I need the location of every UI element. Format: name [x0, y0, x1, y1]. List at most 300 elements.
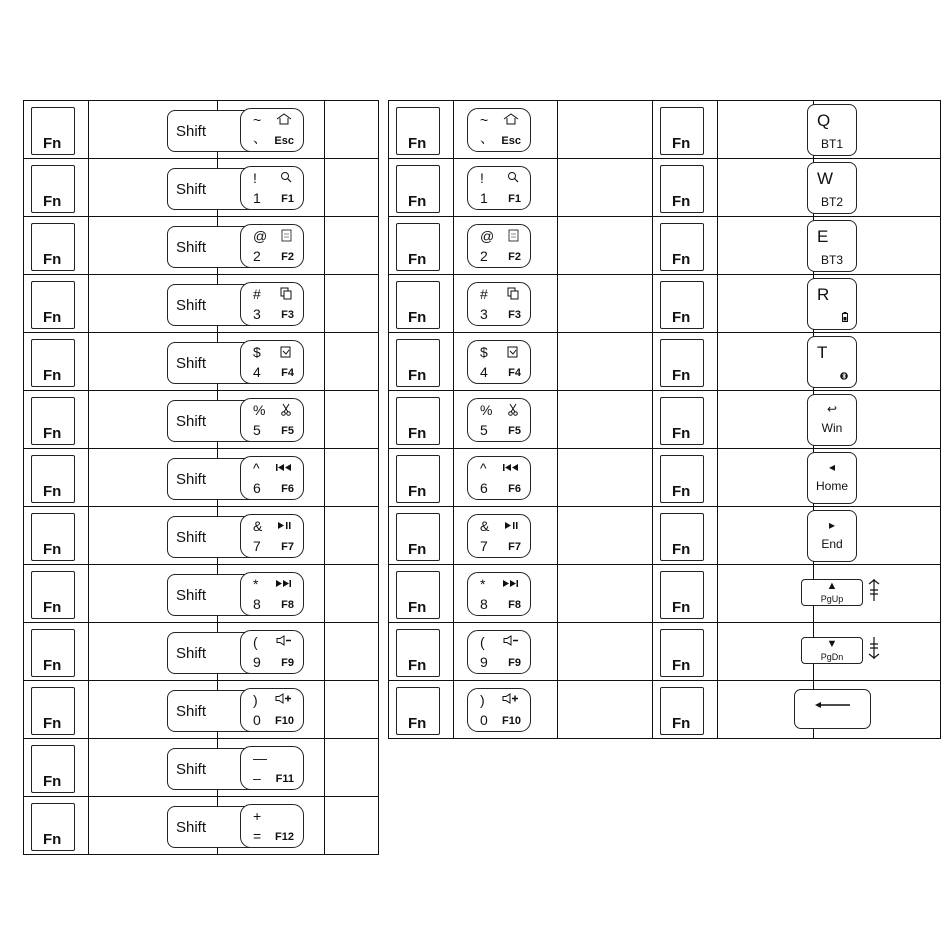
key-cell [718, 217, 844, 275]
base-character: 6 [480, 480, 488, 496]
shift-cell [89, 739, 218, 797]
fn-key [31, 455, 75, 503]
function-label: F9 [281, 657, 294, 669]
fn-key [396, 455, 440, 503]
fn-key-label: Fn [672, 309, 691, 326]
key-sub-label: BT2 [821, 195, 844, 209]
key-label: Home [815, 479, 848, 493]
table-row [24, 391, 379, 449]
base-character: – [253, 770, 261, 786]
table-row [389, 681, 653, 739]
result-cell [325, 565, 379, 623]
table-row [24, 217, 379, 275]
result-cell [558, 449, 653, 507]
key-cell [454, 159, 558, 217]
table-row [653, 333, 941, 391]
fn-key-label: Fn [672, 541, 691, 558]
shifted-symbol: ) [480, 692, 485, 708]
table-row [24, 797, 379, 855]
play-pause-icon [504, 519, 519, 533]
shifted-symbol: ^ [480, 460, 487, 476]
arrow-icon: ↩ [826, 402, 838, 416]
volume-down-icon [276, 635, 292, 649]
key-cell [454, 275, 558, 333]
shift-key-label: Shift [176, 703, 207, 720]
shifted-symbol: ^ [253, 460, 260, 476]
table-row [24, 275, 379, 333]
fn-key [396, 571, 440, 619]
fn-cell [653, 101, 718, 159]
fn-combo-table [388, 100, 653, 739]
fn-cell [24, 739, 89, 797]
fn-key-label: Fn [43, 367, 62, 384]
table-row [24, 623, 379, 681]
key-cell [718, 565, 844, 623]
fn-key [660, 107, 704, 155]
paste-icon [507, 345, 519, 361]
combo-key [467, 166, 531, 210]
fn-cell [24, 159, 89, 217]
fn-key-label: Fn [43, 541, 62, 558]
shifted-symbol: ! [480, 170, 484, 186]
shifted-symbol: # [480, 286, 488, 302]
fn-cell [389, 275, 454, 333]
shift-key-label: Shift [176, 123, 207, 140]
base-character: 9 [253, 654, 261, 670]
fn-key [31, 281, 75, 329]
shifted-symbol: ~ [480, 112, 489, 128]
combo-key [240, 166, 304, 210]
combo-key [467, 224, 531, 268]
shifted-symbol: $ [480, 344, 488, 360]
fn-key-label: Fn [408, 599, 427, 616]
table-row [389, 565, 653, 623]
shift-key-label: Shift [176, 297, 207, 314]
volume-up-icon [502, 693, 519, 707]
shifted-symbol: & [253, 518, 263, 534]
fn-key-label: Fn [408, 135, 427, 152]
fn-key-label: Fn [408, 309, 427, 326]
fn-key [396, 223, 440, 271]
result-cell [814, 333, 941, 391]
combo-key [240, 282, 304, 326]
key-letter: R [817, 285, 830, 304]
fn-key-label: Fn [408, 657, 427, 674]
volume-down-icon [503, 635, 519, 649]
fn-key-label: Fn [43, 483, 62, 500]
fn-key-label: Fn [408, 251, 427, 268]
fn-key [660, 629, 704, 677]
fn-key [396, 107, 440, 155]
key-cell [218, 159, 325, 217]
fn-key [31, 165, 75, 213]
shift-key-label: Shift [176, 471, 207, 488]
combo-key [240, 572, 304, 616]
key-cell [218, 275, 325, 333]
fn-key [31, 513, 75, 561]
base-character: 、 [480, 130, 494, 146]
result-cell [814, 449, 941, 507]
key-letter: T [817, 343, 828, 362]
function-label: F12 [275, 831, 294, 843]
key-cell [718, 507, 843, 565]
function-label: F6 [508, 483, 521, 495]
shifted-symbol: * [253, 576, 259, 592]
shift-cell [89, 391, 218, 449]
fn-key-label: Fn [672, 483, 691, 500]
table-row [389, 275, 653, 333]
base-character: 6 [253, 480, 261, 496]
combo-key [467, 108, 531, 152]
key-cell [454, 507, 558, 565]
shift-cell [89, 565, 218, 623]
key-cell [218, 739, 325, 797]
function-label: F8 [508, 599, 521, 611]
fn-key-label: Fn [408, 193, 427, 210]
result-cell [325, 333, 379, 391]
play-pause-icon [277, 519, 292, 533]
fn-key-label: Fn [672, 251, 691, 268]
copy-icon [507, 287, 519, 303]
fn-key-label: Fn [43, 831, 62, 848]
function-label: F4 [281, 367, 294, 379]
table-row [24, 565, 379, 623]
key-cell [454, 217, 558, 275]
combo-key [240, 340, 304, 384]
fn-key-label: Fn [408, 541, 427, 558]
result-cell [814, 623, 941, 681]
previous-track-icon [275, 461, 292, 475]
base-character: 4 [480, 364, 488, 380]
key-cell [454, 565, 558, 623]
table-row [653, 391, 941, 449]
table-row [389, 217, 653, 275]
combo-key [240, 804, 304, 848]
home-icon [276, 113, 292, 128]
shift-cell [89, 275, 218, 333]
fn-cell [653, 623, 718, 681]
function-label: F7 [281, 541, 294, 553]
table-row [389, 101, 653, 159]
fn-key [660, 455, 704, 503]
table-row [653, 507, 941, 565]
fn-key-label: Fn [672, 715, 691, 732]
fn-cell [389, 159, 454, 217]
function-label: F1 [281, 193, 294, 205]
fn-key-label: Fn [672, 599, 691, 616]
function-label: F6 [281, 483, 294, 495]
table-row [389, 507, 653, 565]
key-cell [454, 449, 558, 507]
next-track-icon [502, 577, 519, 591]
fn-key [396, 629, 440, 677]
shifted-symbol: ( [253, 634, 258, 650]
base-character: 7 [253, 538, 261, 554]
result-cell [325, 391, 379, 449]
result-cell [814, 507, 941, 565]
fn-key [31, 223, 75, 271]
result-cell [325, 681, 379, 739]
shift-cell [89, 449, 218, 507]
shift-key-label: Shift [176, 587, 207, 604]
table-row [389, 623, 653, 681]
fn-letter-combo-table [652, 100, 941, 739]
key-cell [218, 797, 325, 855]
fn-cell [389, 101, 454, 159]
base-character: 8 [480, 596, 488, 612]
fn-key [660, 339, 704, 387]
shifted-symbol: @ [480, 228, 495, 244]
shifted-symbol: ( [480, 634, 485, 650]
arrow-icon: ◂ [828, 460, 836, 474]
base-character: 8 [253, 596, 261, 612]
key-cell [718, 333, 828, 391]
base-character: 5 [480, 422, 488, 438]
fn-cell [653, 449, 718, 507]
combo-key [467, 456, 531, 500]
fn-cell [24, 101, 89, 159]
key-cell [218, 333, 325, 391]
fn-cell [653, 333, 718, 391]
function-label: F3 [508, 309, 521, 321]
fn-key-label: Fn [408, 425, 427, 442]
arrow-icon: ▸ [828, 518, 836, 532]
combo-key [240, 398, 304, 442]
result-cell [814, 681, 941, 739]
fn-key [31, 397, 75, 445]
shift-cell [89, 101, 218, 159]
base-character: 3 [480, 306, 488, 322]
key-cell [218, 391, 325, 449]
fn-key [396, 281, 440, 329]
table-row [653, 449, 941, 507]
shifted-symbol: ! [253, 170, 257, 186]
fn-key [660, 397, 704, 445]
key-label: PgDn [820, 652, 844, 662]
result-cell [325, 217, 379, 275]
base-character: 4 [253, 364, 261, 380]
table-row [24, 101, 379, 159]
previous-track-icon [502, 461, 519, 475]
key-cell [718, 681, 814, 739]
fn-key [396, 687, 440, 735]
key-cell [218, 101, 325, 159]
key-cell [218, 681, 325, 739]
fn-cell [389, 623, 454, 681]
shifted-symbol: ) [253, 692, 258, 708]
fn-key [31, 745, 75, 793]
cut-icon [280, 403, 292, 419]
fn-key-label: Fn [43, 425, 62, 442]
function-label: Esc [501, 135, 521, 147]
result-cell [814, 565, 941, 623]
combo-key [240, 456, 304, 500]
key-cell [718, 623, 844, 681]
fn-cell [389, 333, 454, 391]
fn-key-label: Fn [408, 715, 427, 732]
key-sub-label: BT1 [821, 137, 844, 151]
fn-cell [389, 681, 454, 739]
fn-cell [653, 217, 718, 275]
table-row [24, 739, 379, 797]
fn-key-label: Fn [672, 193, 691, 210]
function-label: F5 [508, 425, 521, 437]
key-cell [718, 159, 844, 217]
table-row [24, 507, 379, 565]
table-row [24, 681, 379, 739]
shifted-symbol: @ [253, 228, 268, 244]
base-character: 7 [480, 538, 488, 554]
result-cell [558, 507, 653, 565]
result-cell [325, 507, 379, 565]
base-character: 9 [480, 654, 488, 670]
fn-key [31, 107, 75, 155]
fn-cell [24, 217, 89, 275]
result-cell [558, 101, 653, 159]
shifted-symbol: $ [253, 344, 261, 360]
key-cell [718, 449, 848, 507]
paste-icon [280, 345, 292, 361]
base-character: 1 [253, 190, 261, 206]
fn-cell [653, 681, 718, 739]
table-row [24, 159, 379, 217]
table-row [653, 275, 941, 333]
shift-cell [89, 507, 218, 565]
table-row [389, 391, 653, 449]
fn-cell [389, 217, 454, 275]
shift-cell [89, 333, 218, 391]
table-row [389, 159, 653, 217]
fn-cell [389, 449, 454, 507]
function-label: F10 [502, 715, 521, 727]
arrow-icon: ▼ [826, 638, 838, 650]
fn-key-label: Fn [43, 599, 62, 616]
shift-key-label: Shift [176, 355, 207, 372]
base-character: 、 [253, 130, 267, 146]
fn-key-label: Fn [43, 715, 62, 732]
function-label: F1 [508, 193, 521, 205]
shift-cell [89, 681, 218, 739]
result-cell [325, 449, 379, 507]
table-row [653, 623, 941, 681]
fn-cell [24, 565, 89, 623]
function-label: F8 [281, 599, 294, 611]
table-row [24, 449, 379, 507]
key-sub-label: BT3 [821, 253, 844, 267]
base-character: 0 [253, 712, 261, 728]
shift-fn-combo-table [23, 100, 379, 855]
arrow-icon: ▲ [826, 580, 838, 592]
fn-key-label: Fn [672, 657, 691, 674]
combo-key [240, 108, 304, 152]
fn-key [660, 165, 704, 213]
fn-key [396, 513, 440, 561]
combo-key [240, 630, 304, 674]
shift-cell [89, 217, 218, 275]
shift-key-label: Shift [176, 239, 207, 256]
combo-key [467, 630, 531, 674]
result-cell [325, 739, 379, 797]
base-character: = [253, 828, 262, 844]
base-character: 5 [253, 422, 261, 438]
key-cell [454, 101, 558, 159]
select-all-icon [281, 229, 292, 245]
function-label: F10 [275, 715, 294, 727]
combo-key [467, 340, 531, 384]
base-character: 1 [480, 190, 488, 206]
fn-key [660, 223, 704, 271]
combo-key [240, 224, 304, 268]
table-row [653, 681, 941, 739]
fn-cell [389, 507, 454, 565]
shifted-symbol: % [480, 402, 493, 418]
result-cell [814, 217, 941, 275]
volume-up-icon [275, 693, 292, 707]
key-cell [454, 391, 558, 449]
combo-key [467, 688, 531, 732]
fn-cell [24, 507, 89, 565]
shifted-symbol: % [253, 402, 266, 418]
base-character: 3 [253, 306, 261, 322]
result-cell [558, 681, 653, 739]
fn-key [660, 571, 704, 619]
function-label: F2 [281, 251, 294, 263]
select-all-icon [508, 229, 519, 245]
fn-cell [653, 565, 718, 623]
result-cell [325, 623, 379, 681]
result-cell [558, 275, 653, 333]
key-cell [218, 449, 325, 507]
base-character: 2 [253, 248, 261, 264]
fn-key-label: Fn [43, 309, 62, 326]
result-cell [814, 101, 941, 159]
table-row [389, 449, 653, 507]
table-row [653, 159, 941, 217]
table-row [653, 101, 941, 159]
result-cell [558, 565, 653, 623]
shift-key-label: Shift [176, 645, 207, 662]
page-down-icon [868, 637, 880, 664]
fn-key [660, 687, 704, 735]
fn-cell [24, 797, 89, 855]
shifted-symbol: — [253, 750, 267, 766]
table-row [24, 333, 379, 391]
fn-cell [24, 275, 89, 333]
fn-key-label: Fn [43, 773, 62, 790]
base-character: 0 [480, 712, 488, 728]
function-label: Esc [274, 135, 294, 147]
next-track-icon [275, 577, 292, 591]
combo-key [467, 514, 531, 558]
table-row [653, 565, 941, 623]
combo-key [240, 688, 304, 732]
cut-icon [507, 403, 519, 419]
fn-cell [653, 159, 718, 217]
function-label: F4 [508, 367, 521, 379]
shifted-symbol: # [253, 286, 261, 302]
shifted-symbol: ~ [253, 112, 262, 128]
fn-cell [653, 391, 718, 449]
fn-cell [653, 507, 718, 565]
fn-key [31, 339, 75, 387]
shift-cell [89, 159, 218, 217]
shift-key-label: Shift [176, 413, 207, 430]
function-label: F9 [508, 657, 521, 669]
shift-key-label: Shift [176, 761, 207, 778]
combo-key [240, 514, 304, 558]
fn-cell [24, 333, 89, 391]
shifted-symbol: + [253, 808, 262, 824]
